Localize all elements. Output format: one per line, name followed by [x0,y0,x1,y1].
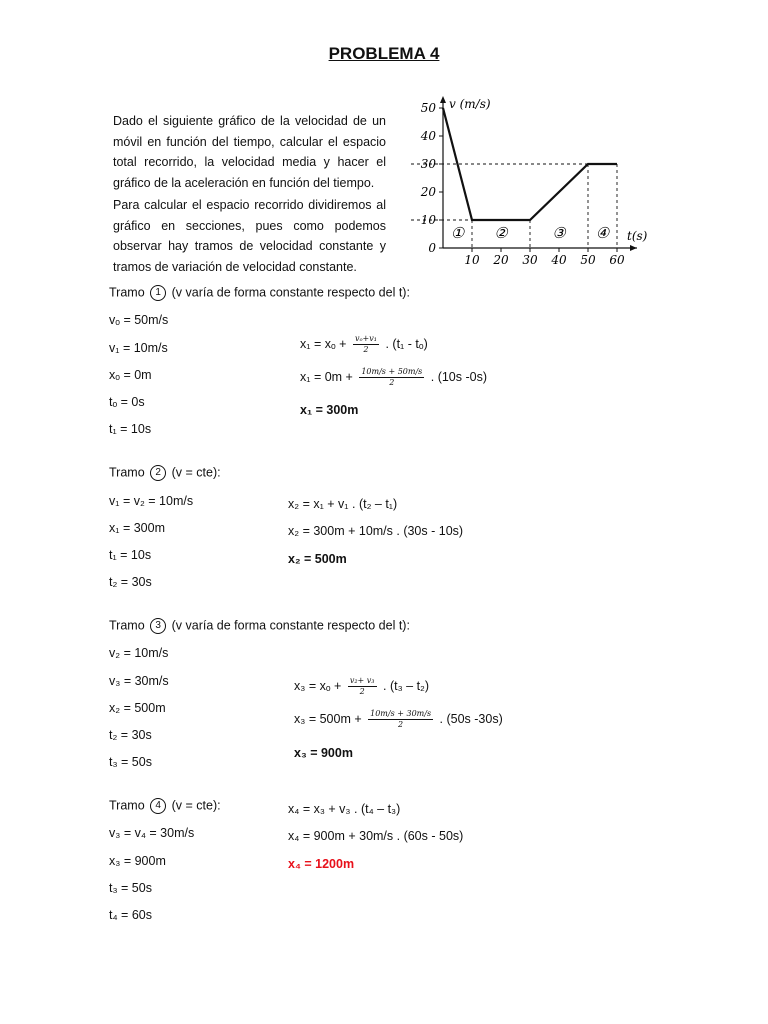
tramo4-t3: t₃ = 50s [109,881,152,895]
intro-paragraph-2: Para calcular el espacio recorrido dividiremos al gráfico en secciones, pues como podemos observar hay tramos de velocidad constante y tramos de variación de velocidad constante. [113,198,386,274]
tramo3-eq2-numerator: 10m/s + 30m/s [370,709,432,718]
tramo2-result: x₂ = 500m [288,552,347,566]
tramo1-v0: vₒ = 50m/s [109,313,169,327]
tramo1-eq2-denominator: 2 [389,378,395,387]
section-label-2: ② [494,224,508,242]
tramo3-eq2-denominator: 2 [398,720,404,729]
tramo1-result: x₁ = 300m [300,403,359,417]
tramo3-eq2-rhs: . (50s -30s) [439,711,503,726]
tramo1-number-badge: 1 [150,285,166,301]
tramo3-equation-1 [294,676,429,697]
tramo3-head-label: Tramo [109,618,145,633]
tramo2-x1: x₁ = 300m [109,521,165,535]
y-tick-label: 20 [420,185,436,199]
tramo2-t2: t₂ = 30s [109,575,152,589]
tramo2-number-badge: 2 [150,465,166,481]
x-tick-label: 40 [551,253,567,267]
y-tick-label: 30 [420,157,436,171]
tramo4-heading [109,798,221,814]
tramo2-head-label: Tramo [109,465,145,480]
tramo3-t2: t₂ = 30s [109,728,152,742]
tramo1-eq2-fraction [359,367,424,388]
y-axis-arrow [440,96,446,103]
x-tick-label: 30 [522,253,538,267]
section-label-1: ① [450,224,465,242]
tramo3-x2: x₂ = 500m [109,701,166,715]
tramo4-result: x₄ = 1200m [288,857,355,871]
tramo3-result: x₃ = 900m [294,746,353,760]
tramo1-eq2-lhs: x₁ = 0m + [300,369,353,384]
tramo1-equation-1 [300,334,428,355]
tramo4-equation-2: x₄ = 900m + 30m/s . (60s - 50s) [288,829,464,843]
y-tick-label: 50 [420,101,436,115]
tramo3-eq2-lhs: x₃ = 500m + [294,711,362,726]
y-axis-label: v (m/s) [449,97,491,111]
tramo3-v3: v₃ = 30m/s [109,674,169,688]
tramo4-t4: t₄ = 60s [109,908,152,922]
tramo3-eq1-denominator: 2 [359,687,365,696]
tramo3-number-badge: 3 [150,618,166,634]
tramo4-number-badge: 4 [150,798,166,814]
tramo1-equation-2 [300,367,487,388]
page-title: PROBLEMA 4 [328,44,440,63]
tramo3-eq1-lhs: x₃ = xₒ + [294,678,342,693]
tramo3-heading [109,618,410,634]
tramo3-description: (v varía de forma constante respecto del t): [171,618,410,633]
velocity-series-line [443,108,617,220]
tramo1-t1: t₁ = 10s [109,422,152,436]
tramo1-eq1-numerator: vₒ+v₁ [354,334,377,343]
tramo1-x0: xₒ = 0m [109,368,152,382]
tramo1-head-label: Tramo [109,285,145,300]
tramo3-eq2-fraction [368,709,433,730]
tramo3-eq1-fraction [348,676,377,697]
tramo1-eq1-denominator: 2 [363,345,369,354]
tramo2-equation-2: x₂ = 300m + 10m/s . (30s - 10s) [288,524,464,538]
velocity-time-chart [400,92,655,268]
tramo3-eq1-rhs: . (t₃ – t₂) [383,678,430,693]
tramo3-v2: v₂ = 10m/s [109,646,169,660]
tramo2-v: v₁ = v₂ = 10m/s [109,494,194,508]
tramo2-t1: t₁ = 10s [109,548,152,562]
tramo2-heading [109,465,221,481]
tramo1-eq1-rhs: . (t₁ - tₒ) [385,336,428,351]
tramo1-eq2-rhs: . (10s -0s) [430,369,488,384]
x-tick-label: 50 [580,253,596,267]
tramo1-eq1-fraction [353,334,379,355]
x-tick-label: 60 [609,253,625,267]
section-label-4: ④ [595,224,610,242]
x-tick-label: 20 [493,253,509,267]
tramo3-t3: t₃ = 50s [109,755,152,769]
tramo2-equation-1: x₂ = x₁ + v₁ . (t₂ – t₁) [288,497,398,511]
tramo4-description: (v = cte): [171,798,221,813]
tramo4-v: v₃ = v₄ = 30m/s [109,826,195,840]
x-axis-label: t(s) [627,229,648,243]
tramo1-eq1-lhs: x₁ = xₒ + [300,336,347,351]
y-tick-label: 40 [420,129,436,143]
tramo4-equation-1: x₄ = x₃ + v₃ . (t₄ – t₃) [288,802,401,816]
y-tick-label: 10 [420,213,436,227]
tramo3-eq1-numerator: v₂+ v₃ [349,676,375,685]
intro-paragraph-1: Dado el siguiente gráfico de la velocidad de un móvil en función del tiempo, calcular el espacio total recorrido, la velocidad media y hacer el gráfico de la aceleración en función del tiempo. [113,114,386,190]
tramo1-t0: tₒ = 0s [109,395,145,409]
tramo1-description: (v varía de forma constante respecto del t): [171,285,410,300]
tramo1-heading [109,285,410,301]
x-tick-label: 10 [464,253,480,267]
tramo1-v1: v₁ = 10m/s [109,341,168,355]
x-axis-arrow [630,245,637,251]
tramo4-x3: x₃ = 900m [109,854,166,868]
y-tick-label: 0 [428,241,436,255]
tramo2-description: (v = cte): [171,465,221,480]
tramo3-equation-2 [294,709,503,730]
section-label-3: ③ [552,224,566,242]
tramo1-eq2-numerator: 10m/s + 50m/s [361,367,423,376]
tramo4-head-label: Tramo [109,798,145,813]
